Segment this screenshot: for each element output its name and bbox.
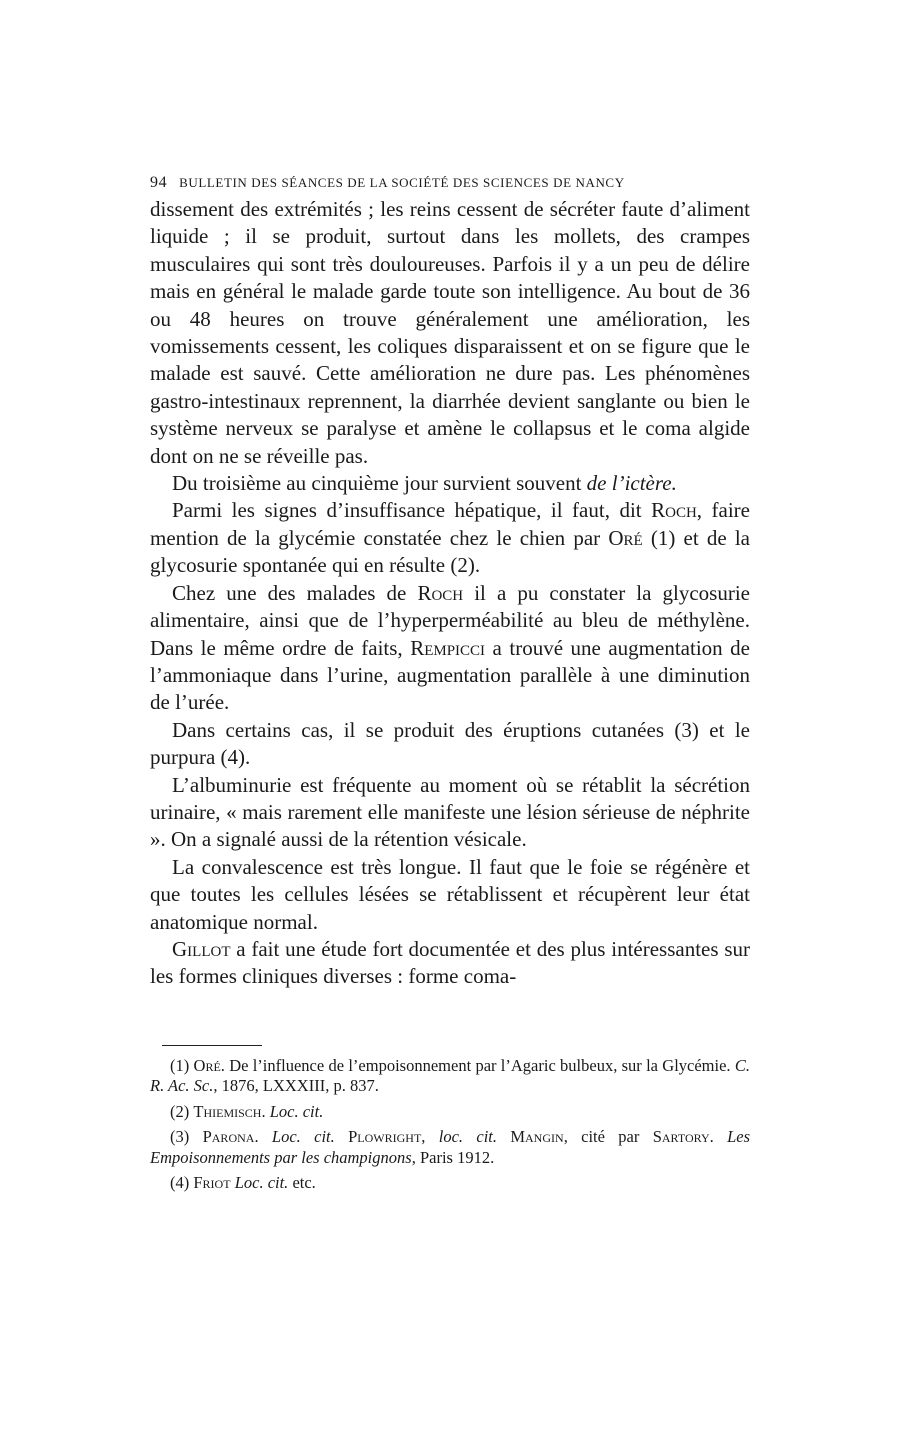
author-name: Mangin (510, 1127, 564, 1147)
paragraph-text: Dans certains cas, il se produit des éruptions cutanées (3) et le purpura (4). (150, 717, 750, 770)
footnote-text (335, 1127, 348, 1146)
paragraph (150, 497, 750, 579)
footnote-3 (150, 1127, 750, 1168)
author-name: Gillot (172, 936, 231, 961)
citation-abbrev: Loc. cit. (234, 1173, 289, 1193)
paragraph-text: a trouvé une augmentation de l’ammoniaque dans l’urine, augmentation parallèle à une diminution de l’urée. (150, 635, 750, 715)
author-name: Sartory (652, 1127, 710, 1147)
author-name: Parona (202, 1127, 255, 1147)
footnote-1 (150, 1056, 750, 1097)
footnote-text: . (261, 1101, 270, 1121)
journal-title: BULLETIN DES SÉANCES DE LA SOCIÉTÉ DES SCIENCES DE NANCY (179, 175, 625, 190)
paragraph-text: a fait une étude fort documentée et des plus intéressantes sur les formes cliniques diverses : forme coma- (150, 936, 750, 989)
paragraph-text: , faire mention de la glycémie constatée chez le chien par (150, 498, 750, 550)
paragraph-text: L’albuminurie est fréquente au moment où se rétablit la sécrétion urinaire, « mais rarement elle manifeste une lésion sérieuse de néphrite ». On a signalé aussi de la rétention vésicale. (150, 772, 750, 852)
author-name: Rempicci (410, 635, 486, 660)
citation-abbrev: loc. cit. (438, 1127, 497, 1147)
author-name: Friot (193, 1173, 231, 1193)
page (150, 170, 750, 1199)
author-name: Roch (651, 498, 697, 523)
footnote-number: (3) (170, 1127, 203, 1147)
footnote-text: , cité par (563, 1127, 653, 1147)
paragraph-text: il a pu constater la glycosurie alimentaire, ainsi que de l’hyperperméabilité au bleu de méthylène. Dans le même ordre de faits, (150, 580, 750, 660)
citation-abbrev: Loc. cit. (271, 1127, 335, 1147)
journal-abbrev: C. R. Ac. Sc. (150, 1055, 750, 1096)
footnote-text: etc. (288, 1173, 316, 1193)
paragraph-text: La convalescence est très longue. Il faut que le foie se régénère et que toutes les cellules lésées se rétablissent et récupèrent leur état anatomique normal. (150, 854, 750, 934)
footnote-text: . (709, 1127, 728, 1147)
italic-term: de l’ictère. (586, 471, 677, 496)
footnote-number: (4) (170, 1173, 194, 1193)
main-text (150, 196, 750, 991)
paragraph-text: dissement des extrémités ; les reins cessent de sécréter faute d’aliment liquide ; il se produit, surtout dans les mollets, des crampes musculaires qui sont très douloureuses. Parfois il y a un peu de délire mais en général le malade garde toute son intelligence. Au bout de 36 ou 48 heures on trouve généralement une amélioration, les vomissements cessent, les coliques disparaissent et on se figure que le malade est sauvé. Cette amélioration ne dure pas. Les phénomènes gastro-intestinaux reprennent, la diarrhée devient sanglante ou bien le système nerveux se paralyse et amène le collapsus et le coma algide dont on ne se réveille pas. (150, 197, 750, 468)
footnote-number: (1) (170, 1055, 194, 1075)
running-head (150, 170, 750, 196)
footnote-number: (2) (170, 1101, 194, 1121)
footnote-text: . De l’influence de l’empoisonnement par l’Agaric bulbeux, sur la Glycémie. (220, 1055, 735, 1075)
paragraph-text: Chez une des malades de (172, 580, 418, 605)
page-number: 94 (150, 174, 168, 191)
footnotes (150, 1056, 750, 1194)
footnote-text: , 1876, LXXXIII, p. 837. (213, 1076, 379, 1096)
paragraph-text: Du troisième au cinquième jour survient souvent (172, 471, 587, 496)
author-name: Thiemisch (193, 1101, 262, 1121)
author-name: Plowright (348, 1127, 422, 1147)
footnote-text (497, 1127, 510, 1146)
paragraph-text: (1) et de la glycosurie spontanée qui en résulte (2). (150, 525, 750, 578)
footnote-2 (150, 1102, 750, 1123)
paragraph (150, 470, 750, 497)
author-name: Oré (608, 525, 643, 550)
paragraph (150, 936, 750, 991)
footnote-text: , (421, 1127, 439, 1147)
author-name: Oré (193, 1055, 221, 1075)
paragraph (150, 854, 750, 936)
footnote-text: . (254, 1127, 272, 1147)
paragraph-text: Parmi les signes d’insuffisance hépatique, il faut, dit (172, 498, 652, 523)
footnote-divider (162, 1045, 262, 1046)
paragraph (150, 196, 750, 470)
citation-abbrev: Loc. cit. (269, 1101, 324, 1121)
footnote-4 (150, 1173, 750, 1194)
footnote-text: , Paris 1912. (411, 1147, 495, 1167)
author-name: Roch (417, 580, 464, 605)
paragraph (150, 772, 750, 854)
paragraph (150, 580, 750, 717)
book-title: Les Empoisonnements par les champignons (150, 1127, 751, 1167)
paragraph (150, 717, 750, 772)
